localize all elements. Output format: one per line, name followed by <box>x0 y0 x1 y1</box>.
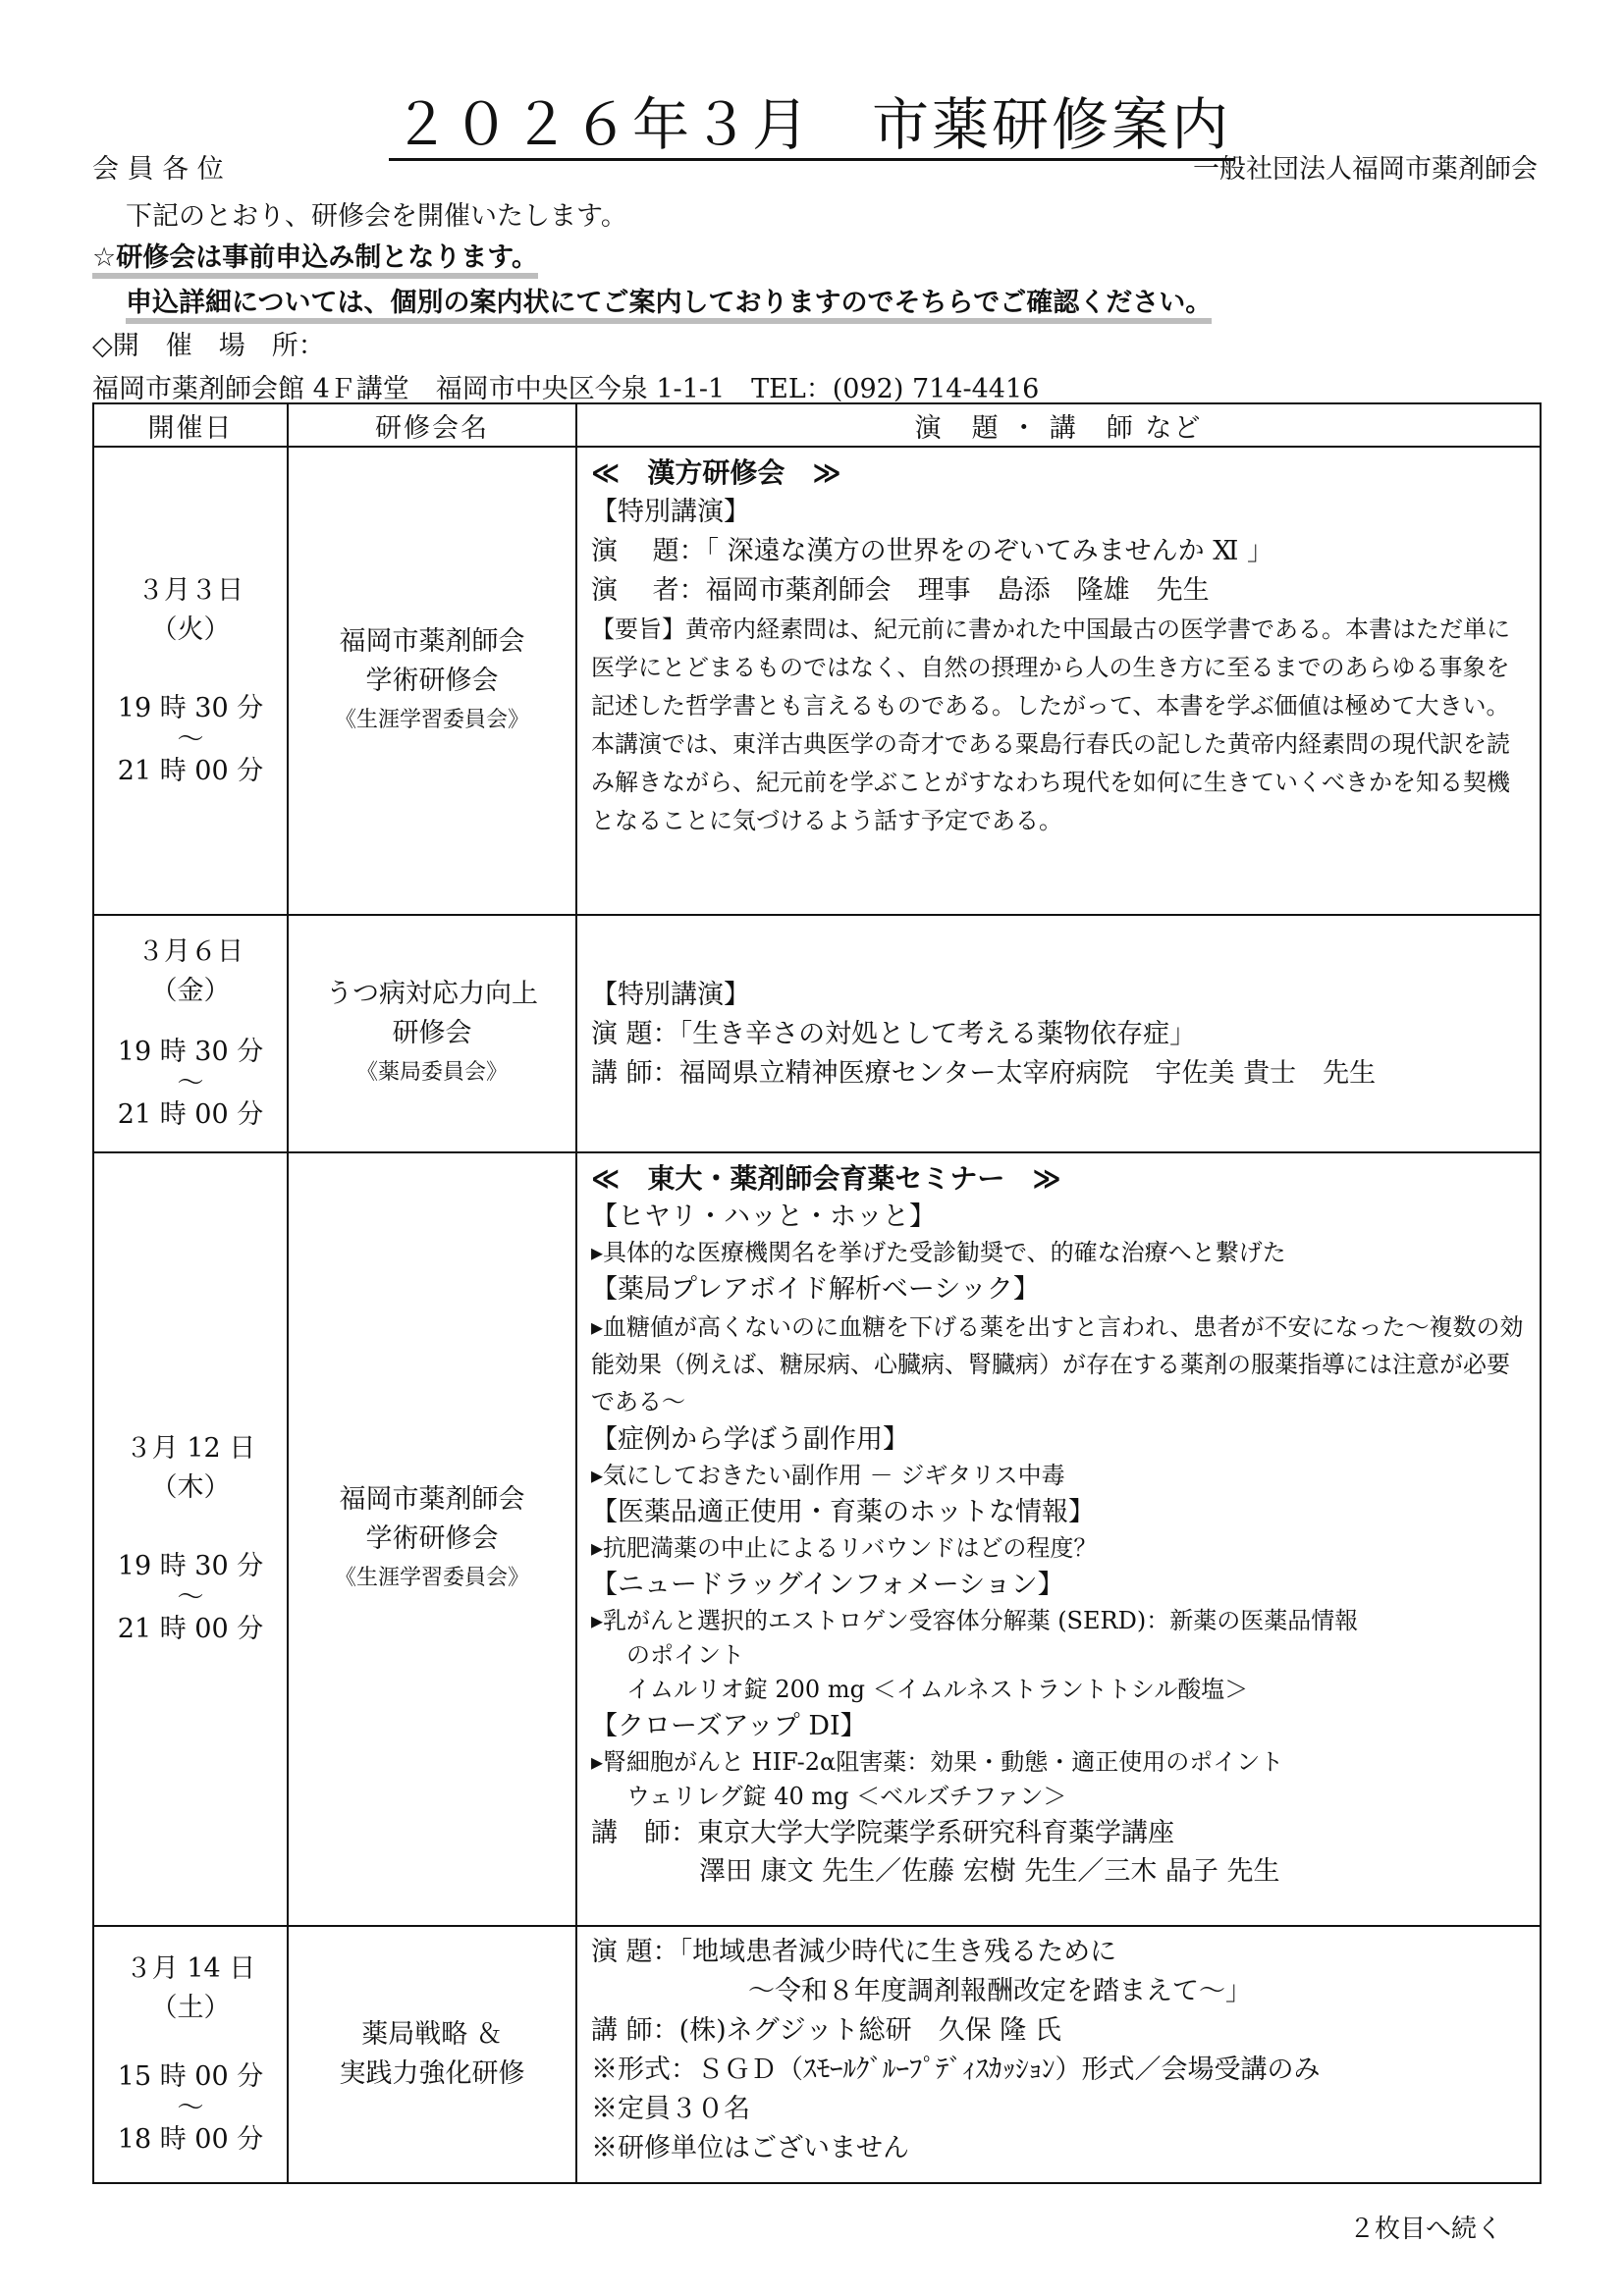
page-title: ２０２６年３月 市薬研修案内 <box>0 79 1624 161</box>
weekday: （金） <box>150 976 231 1006</box>
detail-line: ▸気にしておきたい副作用 － ジギタリス中毒 <box>591 1462 1065 1489</box>
course-name: 福岡市薬剤師会 <box>339 625 525 657</box>
date: ３月 14 日 <box>125 1953 256 1984</box>
weekday: （土） <box>150 1993 231 2023</box>
date-cell <box>93 447 288 915</box>
end-time: 21 時 00 分 <box>117 755 264 786</box>
venue-label: ◇開 催 場 所： <box>92 331 325 361</box>
course-name: うつ病対応力向上 <box>326 979 538 1009</box>
notice-details: 申込詳細については、個別の案内状にてご案内しておりますのでそちらでご確認ください。 <box>126 281 1212 319</box>
date: ３月 12 日 <box>125 1433 256 1464</box>
table-row <box>93 1926 1541 2183</box>
time-separator: ～ <box>177 1068 204 1098</box>
start-time: 19 時 30 分 <box>117 692 264 723</box>
header-course: 研修会名 <box>288 403 576 447</box>
detail-line: 【医薬品適正使用・育薬のホットな情報】 <box>591 1497 1095 1527</box>
course-name-2: 学術研修会 <box>365 665 499 696</box>
credit-note: ※研修単位はございません <box>591 2133 909 2163</box>
detail-line: ▸血糖値が高くないのに血糖を下げる薬を出すと言われ、患者が不安になった～複数の効能効果（例えば、糖尿病、心臓病、腎臓病）が存在する薬剤の服薬指導には注意が必要である～ <box>591 1313 1524 1415</box>
date-cell <box>93 915 288 1152</box>
time-separator: ～ <box>177 723 204 755</box>
recipients: 会 員 各 位 <box>92 154 224 185</box>
header-date: 開催日 <box>93 403 288 447</box>
date: ３月３日 <box>137 574 244 606</box>
continued-note: ２枚目へ続く <box>1348 2215 1502 2244</box>
lecture-subtitle: ～令和８年度調剤報酬改定を踏まえて～」 <box>748 1976 1252 2006</box>
details-cell <box>576 447 1541 915</box>
lecturer: 演 者：福岡市薬剤師会 理事 島添 隆雄 先生 <box>591 575 1210 606</box>
lecture-title: 演 題：「 深遠な漢方の世界をのぞいてみませんか Ⅺ 」 <box>591 536 1273 566</box>
detail-line: イムルリオ錠 200 mg ＜イムルネストラントトシル酸塩＞ <box>626 1676 1249 1703</box>
weekday: （木） <box>150 1472 231 1503</box>
weekday: （火） <box>150 614 231 645</box>
date: ３月６日 <box>137 936 244 967</box>
organization: 一般社団法人福岡市薬剤師会 <box>1193 154 1538 185</box>
date-cell <box>93 1926 288 2183</box>
course-name: 福岡市薬剤師会 <box>339 1484 525 1515</box>
table-row <box>93 915 1541 1152</box>
venue-address: 福岡市薬剤師会館 4Ｆ講堂 福岡市中央区今泉 1-1-1 TEL：(092) 714-4416 <box>92 374 1040 404</box>
details-cell <box>576 1152 1541 1926</box>
detail-line: ▸腎細胞がんと HIF-2α阻害薬：効果・動態・適正使用のポイント <box>591 1748 1284 1776</box>
course-name-2: 実践力強化研修 <box>339 2058 525 2089</box>
end-time: 21 時 00 分 <box>117 1099 264 1130</box>
capacity-note: ※定員３０名 <box>591 2094 750 2124</box>
intro-text: 下記のとおり、研修会を開催いたします。 <box>126 201 627 232</box>
time-separator: ～ <box>177 2093 204 2123</box>
details-cell <box>576 1926 1541 2183</box>
lecture-title: 演 題：「地域患者減少時代に生き残るために <box>591 1937 1117 1967</box>
end-time: 21 時 00 分 <box>117 1614 264 1644</box>
header-details: 演 題 ・ 講 師 など <box>576 403 1541 447</box>
time-separator: ～ <box>177 1582 204 1613</box>
start-time: 15 時 00 分 <box>117 2061 264 2092</box>
notice-advance-registration: ☆研修会は事前申込み制となります。 <box>92 236 538 274</box>
table-row <box>93 447 1541 915</box>
table-row <box>93 1152 1541 1926</box>
detail-line: 【クローズアップ DI】 <box>591 1711 867 1741</box>
end-time: 18 時 00 分 <box>117 2124 264 2155</box>
course-cell <box>288 447 576 915</box>
detail-line: ウェリレグ錠 40 mg ＜ベルズチファン＞ <box>626 1783 1067 1810</box>
lecturer-names: 澤田 康文 先生／佐藤 宏樹 先生／三木 晶子 先生 <box>699 1856 1280 1887</box>
detail-line: 【症例から学ぼう副作用】 <box>591 1424 909 1455</box>
start-time: 19 時 30 分 <box>117 1037 264 1067</box>
course-cell <box>288 1152 576 1926</box>
lecturer: 講 師：東京大学大学院薬学系研究科育薬学講座 <box>591 1818 1174 1848</box>
lecture-title: 演 題：「生き辛さの対処として考える薬物依存症」 <box>591 1019 1197 1049</box>
detail-line: ▸具体的な医療機関名を挙げた受診勧奨で、的確な治療へと繋げた <box>591 1239 1286 1266</box>
course-cell <box>288 1926 576 2183</box>
detail-line: 【特別講演】 <box>591 980 750 1010</box>
committee: 《生涯学習委員会》 <box>334 1566 529 1590</box>
section-heading: ≪ 東大・薬剤師会育薬セミナー ≫ <box>591 1162 1061 1195</box>
date-cell <box>93 1152 288 1926</box>
committee: 《生涯学習委員会》 <box>334 707 529 732</box>
course-name-2: 研修会 <box>392 1018 472 1048</box>
detail-line: 【特別講演】 <box>591 497 750 527</box>
start-time: 19 時 30 分 <box>117 1551 264 1581</box>
detail-line: 【薬局プレアボイド解析ベーシック】 <box>591 1274 1040 1305</box>
detail-line: ▸乳がんと選択的エストロゲン受容体分解薬 (SERD)：新薬の医薬品情報 <box>591 1607 1359 1634</box>
abstract: 【要旨】黄帝内経素問は、紀元前に書かれた中国最古の医学書である。本書はただ単に医学にとどまるものではなく、自然の摂理から人の生き方に至るまでのあらゆる事象を記述した哲学書とも言えるものである。したがって、本書を学ぶ価値は極めて大きい。本講演では、東洋古典医学の奇才である粟島行春氏の記した黄帝内経素問の現代訳を読み解きながら、紀元前を学ぶことがすなわち現代を如何に生きていくべきかを知る契機となることに気づけるよう話す予定である。 <box>591 615 1510 834</box>
section-heading: ≪ 漢方研修会 ≫ <box>591 456 841 489</box>
lecturer: 講 師：(株)ネグジット総研 久保 隆 氏 <box>591 2015 1061 2046</box>
schedule-table <box>92 402 1542 2184</box>
detail-line: ▸抗肥満薬の中止によるリバウンドはどの程度？ <box>591 1534 1098 1562</box>
course-name-2: 学術研修会 <box>365 1523 499 1554</box>
lecturer: 講 師：福岡県立精神医療センター太宰府病院 宇佐美 貴士 先生 <box>591 1058 1377 1089</box>
details-cell <box>576 915 1541 1152</box>
detail-line: のポイント <box>626 1641 744 1669</box>
table-header-row <box>93 403 1541 447</box>
course-name: 薬局戦略 ＆ <box>361 2019 503 2050</box>
course-cell <box>288 915 576 1152</box>
format-note: ※形式：ＳＧＤ（ｽﾓｰﾙｸﾞﾙｰﾌﾟﾃﾞｨｽｶｯｼｮﾝ）形式／会場受講のみ <box>591 2055 1321 2085</box>
committee: 《薬局委員会》 <box>355 1060 508 1085</box>
detail-line: 【ヒヤリ・ハッと・ホッと】 <box>591 1201 936 1232</box>
detail-line: 【ニュードラッグインフォメーション】 <box>591 1570 1064 1600</box>
